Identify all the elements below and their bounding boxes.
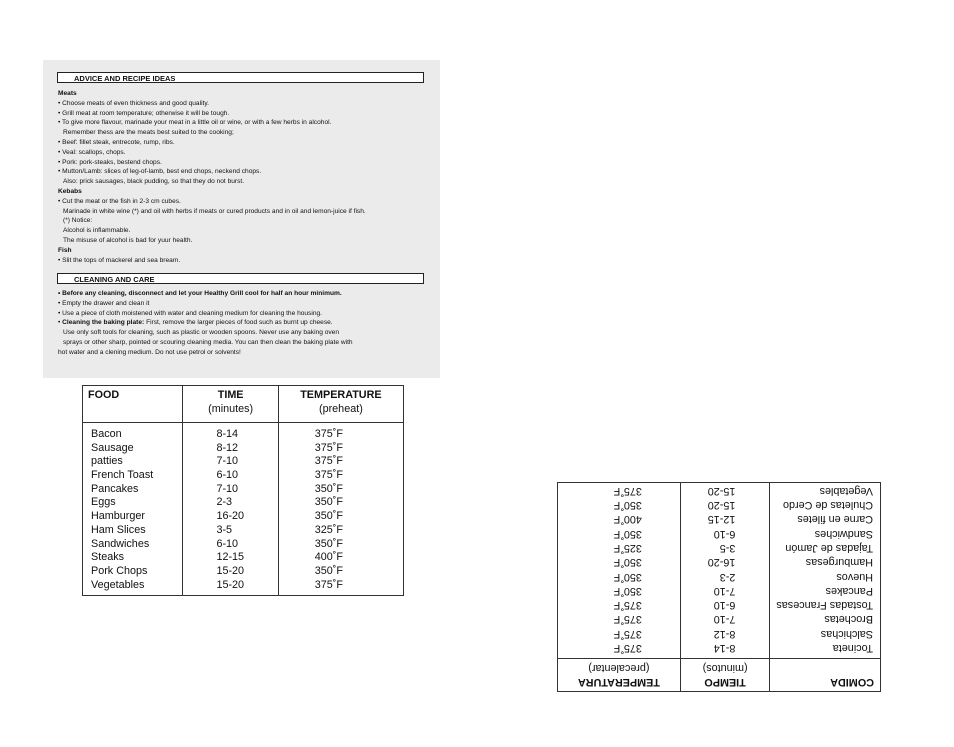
temperature-cell: 375˚F xyxy=(613,613,642,626)
temperatura-note-label: (precalentar) xyxy=(588,662,650,674)
food-cell: Tostadas Francesas xyxy=(776,599,873,612)
food-column xyxy=(83,423,183,596)
food-cell: Bacon xyxy=(91,428,122,440)
food-cell: Vegetables xyxy=(91,578,145,591)
comida-column xyxy=(770,483,881,659)
tiempo-unit-label: (minutos) xyxy=(702,662,748,674)
food-cell: French Toast xyxy=(91,469,154,482)
temperature-cell: 325˚F xyxy=(613,541,642,554)
care-item: • Empty the drawer and clean it xyxy=(58,299,433,309)
time-cell: 7-10 xyxy=(713,613,736,626)
temperature-cell: 350˚F xyxy=(613,499,642,512)
meats-heading: Meats xyxy=(58,90,77,97)
time-cell: 6-10 xyxy=(713,527,736,540)
food-cell: Pork Chops xyxy=(91,564,148,577)
advice-item: (*) Notice: xyxy=(63,217,93,225)
time-cell: 15-20 xyxy=(216,578,245,591)
advice-item: • Beef: fillet steak, entrecote, rump, ribs. xyxy=(58,138,433,148)
advice-item: • Slit the tops of mackerel and sea bream. xyxy=(58,256,433,266)
care-section xyxy=(58,289,433,358)
food-cell: Sandwiches xyxy=(814,527,873,540)
advice-section xyxy=(58,89,433,265)
temperature-cell: 400˚F xyxy=(613,513,642,526)
advice-item: Remember thess are the meats best suited to the cooking; xyxy=(63,129,234,137)
food-cell: Salchichas xyxy=(820,627,873,640)
time-cell: 6-10 xyxy=(216,469,239,482)
food-cell: Eggs xyxy=(91,496,116,509)
time-unit-label: (minutes) xyxy=(208,403,254,415)
temperature-cell: 350˚F xyxy=(613,527,642,540)
care-item: • Use a piece of cloth moistened with water and cleaning medium for cleaning the housing. xyxy=(58,309,433,319)
care-section-title: CLEANING AND CARE xyxy=(57,273,424,284)
temperature-cell: 350˚F xyxy=(314,510,344,523)
time-cell: 8-14 xyxy=(216,428,239,440)
food-cell: Hamburgesas xyxy=(805,556,873,569)
advice-item: • Veal: scallops, chops. xyxy=(58,148,433,158)
time-cell: 6-10 xyxy=(216,537,239,550)
kebabs-heading: Kebabs xyxy=(58,187,82,195)
time-cell: 7-10 xyxy=(713,584,736,597)
care-item: sprays or other sharp, pointed or scouring cleaning media. You can then clean the baking plate with xyxy=(63,338,353,346)
time-cell: 2-3 xyxy=(216,496,233,509)
time-cell: 8-12 xyxy=(216,441,239,454)
food-cell: Tocineta xyxy=(832,642,873,654)
food-cell: Hamburger xyxy=(91,510,146,523)
time-cell: 12-15 xyxy=(707,513,736,526)
food-cell: Sausage xyxy=(91,441,134,454)
food-cell: Ham Slices xyxy=(91,523,146,536)
temperatura-column-header: TEMPERATURA xyxy=(577,676,660,688)
advice-item: • To give more flavour, marinade your meat in a little oil or wine, or with a few herbs in alcohol. xyxy=(58,118,433,128)
temperature-cell: 375˚F xyxy=(613,484,642,497)
temperature-cell: 375˚F xyxy=(613,642,642,654)
food-cell: Brochetas xyxy=(824,613,873,626)
care-item: hot water and a clening medium. Do not use petrol or solvents! xyxy=(58,348,241,356)
time-column xyxy=(183,423,278,596)
fish-heading: Fish xyxy=(58,246,72,254)
time-cell: 16-20 xyxy=(216,510,245,523)
food-column-header: FOOD xyxy=(88,389,120,401)
temperature-cell: 350˚F xyxy=(613,570,642,583)
temperature-column-header: TEMPERATURE xyxy=(300,389,382,401)
advice-item: • Mutton/Lamb: slices of leg-of-lamb, best end chops, neckend chops. xyxy=(58,167,433,177)
time-cell: 2-3 xyxy=(719,570,736,583)
advice-item: The misuse of alcohol is bad for yuur health. xyxy=(63,236,193,244)
temperature-cell: 350˚F xyxy=(314,564,344,577)
temperature-cell: 350˚F xyxy=(314,482,344,495)
advice-item: • Pork: pork-steaks, bestend chops. xyxy=(58,158,433,168)
time-cell: 15-20 xyxy=(707,484,736,497)
tiempo-column xyxy=(680,483,770,659)
time-cell: 8-14 xyxy=(713,642,736,654)
time-cell: 16-20 xyxy=(707,556,736,569)
food-cell: Steaks xyxy=(91,551,125,564)
temperature-cell: 350˚F xyxy=(314,537,344,550)
food-cell: patties xyxy=(91,455,123,468)
time-cell: 3-5 xyxy=(216,523,233,536)
time-cell: 6-10 xyxy=(713,599,736,612)
temperature-note-label: (preheat) xyxy=(318,403,363,415)
care-item: • Before any cleaning, disconnect and let your Healthy Grill cool for half an hour minimum. xyxy=(58,289,433,299)
temperature-cell: 375˚F xyxy=(314,455,344,468)
temperature-cell: 400˚F xyxy=(314,551,344,564)
temperatura-column xyxy=(558,483,681,659)
cooking-table-spanish-upside-down xyxy=(557,480,881,692)
advice-item: Alcohol is inflammable. xyxy=(63,227,131,235)
advice-item: Marinade in white wine (*) and oil with herbs if meats or cured products and in oil and lemon-juice if fish. xyxy=(63,207,366,215)
advice-item: • Choose meats of even thickness and good quality. xyxy=(58,99,433,109)
time-cell: 7-10 xyxy=(216,482,239,495)
food-cell: Vegetables xyxy=(819,484,873,497)
advice-item: • Grill meat at room temperature; otherwise it will be tough. xyxy=(58,109,433,119)
time-cell: 15-20 xyxy=(707,499,736,512)
time-cell: 3-5 xyxy=(719,541,736,554)
food-cell: Chuletas de Cerdo xyxy=(782,499,873,512)
time-cell: 7-10 xyxy=(216,455,239,468)
advice-section-title: ADVICE AND RECIPE IDEAS xyxy=(57,72,424,83)
comida-column-header: COMIDA xyxy=(830,676,874,688)
food-cell: Tajadas de Jamón xyxy=(785,541,873,554)
care-item-lead: Cleaning the baking plate: xyxy=(62,319,145,327)
temperature-cell: 375˚F xyxy=(314,578,344,591)
care-item: Use only soft tools for cleaning, such as plastic or wooden spoons. Never use any baking oven xyxy=(63,329,339,337)
advice-item: • Cut the meat or the fish in 2-3 cm cubes. xyxy=(58,197,433,207)
temperature-cell: 350˚F xyxy=(613,584,642,597)
advice-item: Also: prick sausages, black pudding, so that they do not burst. xyxy=(63,178,245,186)
food-cell: Pancakes xyxy=(91,482,139,495)
temperature-cell: 375˚F xyxy=(314,441,344,454)
cooking-table-english xyxy=(82,385,404,596)
temperature-cell: 375˚F xyxy=(314,428,344,440)
food-cell: Pancakes xyxy=(825,584,873,597)
time-column-header: TIME xyxy=(217,389,244,401)
temperature-cell: 375˚F xyxy=(613,627,642,640)
temperature-column xyxy=(278,423,403,596)
temperature-cell: 375˚F xyxy=(314,469,344,482)
food-cell: Huevos xyxy=(836,570,873,583)
care-item: First, remove the larger pieces of food such as burnt up cheese. xyxy=(146,319,333,327)
time-cell: 15-20 xyxy=(216,564,245,577)
time-cell: 12-15 xyxy=(216,551,245,564)
time-cell: 8-12 xyxy=(713,627,736,640)
cooking-table-spanish xyxy=(557,482,881,692)
temperature-cell: 375˚F xyxy=(613,599,642,612)
tiempo-column-header: TIEMPO xyxy=(704,676,746,688)
temperature-cell: 325˚F xyxy=(314,523,344,536)
food-cell: Sandwiches xyxy=(91,537,150,550)
food-cell: Carne en filetes xyxy=(797,513,873,526)
temperature-cell: 350˚F xyxy=(314,496,344,509)
temperature-cell: 350˚F xyxy=(613,556,642,569)
